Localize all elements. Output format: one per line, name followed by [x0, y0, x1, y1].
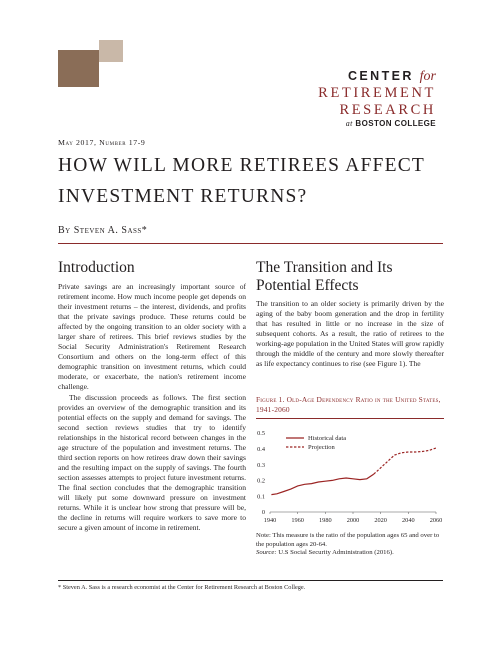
y-tick-label-5: 0.5: [257, 430, 265, 438]
byline: By Steven A. Sass*: [58, 225, 148, 236]
issue-number: May 2017, Number 17-9: [58, 138, 146, 147]
figure-note: [256, 532, 444, 558]
footnote-rule: [58, 580, 443, 581]
x-tick-label-5: 2040: [402, 517, 415, 524]
title-line-2: INVESTMENT RETURNS?: [58, 186, 308, 207]
intro-paragraph-2: The discussion proceeds as follows. The first section provides an overview of the demographic transition and its potential effects on the supply and demand for savings. The second section reviews studies that try to identify relationships in the historical record between changes in the age structure of the population and investment returns. The third section reports on how retirees draw down their savings and the resulting impact on the supply of savings. The fourth section assesses attempts to project future investment returns. The final section concludes that the demographic transition will likely put some downward pressure on investment returns. While it is unclear how strong that pressure will be, the decline in returns will require workers to save more to secure a given amount of income in retirement.: [58, 392, 246, 533]
transition-heading-line-2: Potential Effects: [256, 277, 359, 294]
transition-heading: [256, 259, 393, 295]
y-tick-label-3: 0.3: [257, 461, 265, 469]
transition-body: [256, 299, 444, 369]
logo-line-research: RESEARCH: [339, 101, 436, 118]
series-line-1: [374, 448, 436, 474]
figure-rule: [256, 418, 444, 419]
logo-line-bc: BOSTON COLLEGE: [355, 119, 436, 128]
figure-source-label: Source:: [256, 549, 277, 557]
logo-line-at: at: [345, 119, 353, 128]
decorative-block-large: [58, 50, 99, 87]
logo-line-retirement: RETIREMENT: [318, 85, 436, 101]
dependency-ratio-chart: [250, 420, 445, 530]
figure-source-text: U.S Social Security Administration (2016).: [278, 549, 394, 557]
chart-axes: [257, 430, 442, 524]
x-tick-label-1: 1960: [291, 517, 304, 524]
x-tick-label-6: 2060: [429, 517, 443, 524]
transition-paragraph: The transition to an older society is primarily driven by the aging of the baby boom generation and the drop in fertility that has resulted in little or no increase in the size of subsequent cohorts. As a result, the ratio of retirees to the working-age population in the United States will grow rapidly through the middle of the century and more slowly thereafter as life expectancy continues to rise (see Figure 1). The: [256, 299, 444, 369]
logo-line-center: CENTER: [347, 69, 414, 83]
decorative-block-small: [99, 40, 123, 62]
intro-body: [58, 282, 246, 533]
x-tick-label-3: 2000: [346, 517, 360, 524]
y-tick-label-2: 0.2: [257, 477, 265, 485]
x-tick-label-4: 2020: [374, 517, 387, 524]
chart-legend: [286, 435, 346, 451]
intro-paragraph-1: Private savings are an increasingly important source of retirement income. How much income people get depends on their investment returns – the interest, dividends, and profits that the private savings produce. These returns could be affected by the ongoing transition to an older society with a larger share of retirees. This brief reviews studies by the Social Security Administration's Retirement Research Consortium and others on the long-term effect of this demographic transition on investment returns, which could moderate, or exacerbate, the nation's retirement income challenge.: [58, 282, 246, 392]
y-tick-label-1: 0.1: [257, 493, 265, 501]
figure-note-text: Note: This measure is the ratio of the population ages 65 and over to the population ages 20-64.: [256, 532, 440, 548]
byline-rule: [58, 243, 443, 244]
title-line-1: HOW WILL MORE RETIREES AFFECT: [58, 155, 426, 176]
page-title: [58, 150, 438, 212]
figure-title: Figure 1. Old-Age Dependency Ratio in the United States, 1941-2060: [256, 395, 441, 414]
logo-line-for: for: [419, 69, 436, 84]
y-tick-label-4: 0.4: [257, 446, 265, 453]
legend-label-1: Projection: [308, 444, 335, 452]
chart-series: [271, 448, 436, 495]
legend-label-0: Historical data: [308, 435, 347, 443]
x-tick-label-2: 1980: [319, 517, 332, 524]
intro-heading: Introduction: [58, 259, 135, 276]
x-tick-label-0: 1940: [263, 517, 277, 524]
y-tick-label-0: 0: [261, 509, 265, 517]
series-line-0: [271, 474, 373, 495]
footnote: * Steven A. Sass is a research economist at the Center for Retirement Research at Boston College.: [58, 584, 306, 591]
transition-heading-line-1: The Transition and Its: [256, 259, 393, 276]
crr-logo: [318, 70, 436, 128]
